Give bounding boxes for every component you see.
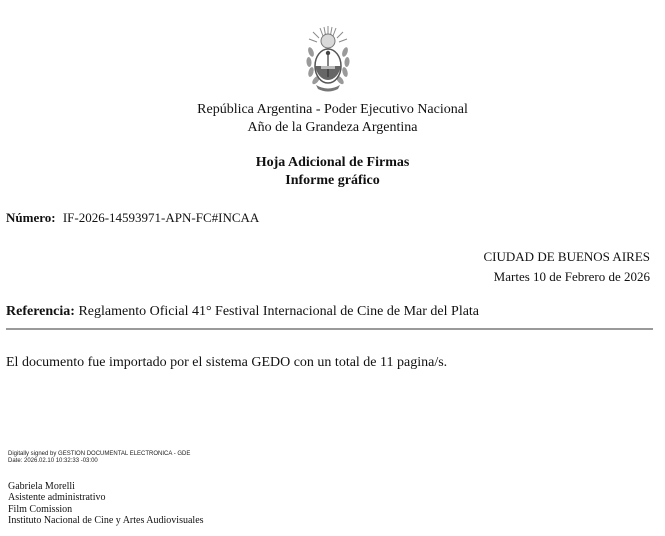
referencia-value: Reglamento Oficial 41° Festival Internacional de Cine de Mar del Plata — [78, 304, 480, 319]
referencia-row — [6, 304, 479, 320]
header-line-1: República Argentina - Poder Ejecutivo Nacional — [197, 102, 468, 117]
signer-institution: Instituto Nacional de Cine y Artes Audiovisuales — [8, 515, 204, 526]
divider — [6, 328, 653, 330]
document-title: Hoja Adicional de Firmas — [255, 155, 410, 170]
header-line-2: Año de la Grandeza Argentina — [247, 120, 418, 135]
date: Martes 10 de Febrero de 2026 — [493, 269, 650, 284]
numero-label: Número: — [6, 210, 56, 225]
body-text: El documento fue importado por el sistema GEDO con un total de 11 pagina/s. — [6, 355, 448, 370]
signer-area: Film Comission — [8, 504, 73, 515]
city: CIUDAD DE BUENOS AIRES — [483, 249, 650, 264]
document-subtitle: Informe gráfico — [285, 173, 380, 188]
digital-signature-line-2: Date: 2026.02.10 10:32:33 -03:00 — [8, 458, 98, 464]
numero-value: IF-2026-14593971-APN-FC#INCAA — [62, 210, 260, 225]
argentina-coat-of-arms-icon — [300, 22, 356, 94]
numero-row — [6, 210, 259, 226]
signer-name: Gabriela Morelli — [8, 481, 75, 492]
signer-role: Asistente administrativo — [8, 492, 106, 503]
referencia-label: Referencia: — [6, 304, 75, 319]
digital-signature-line-1: Digitally signed by GESTION DOCUMENTAL ELECTRONICA - GDE — [8, 451, 191, 457]
